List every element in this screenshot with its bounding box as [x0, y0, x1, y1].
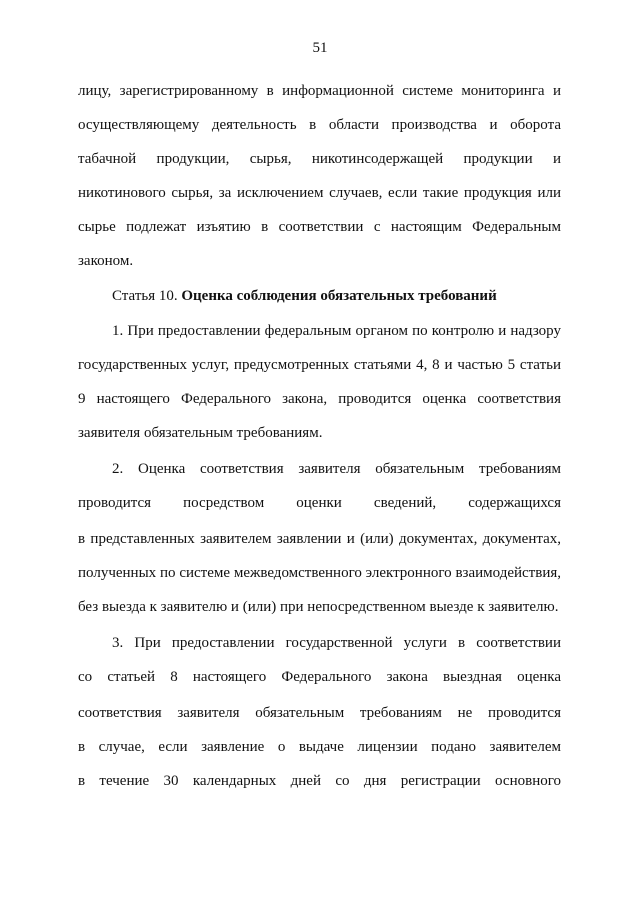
text-line: осуществляющему деятельность в области производства и оборота — [78, 117, 561, 133]
article-prefix: Статья 10. — [112, 288, 178, 304]
paragraph-3-line: со статьей 8 настоящего Федерального закона выездная оценка — [78, 669, 561, 685]
paragraph-3-line: в случае, если заявление о выдаче лицензии подано заявителем — [78, 739, 561, 755]
paragraph-2-line: в представленных заявителем заявлении и (или) документах, документах, — [78, 531, 561, 547]
text-line: сырье подлежат изъятию в соответствии с настоящим Федеральным — [78, 219, 561, 235]
paragraph-2-line: проводится посредством оценки сведений, содержащихся — [78, 495, 561, 511]
article-title: Оценка соблюдения обязательных требований — [181, 288, 497, 304]
paragraph-3-line: соответствия заявителя обязательным требованиям не проводится — [78, 705, 561, 721]
text-line: лицу, зарегистрированному в информационной системе мониторинга и — [78, 83, 561, 99]
paragraph-3-line: 3. При предоставлении государственной услуги в соответствии — [112, 635, 561, 651]
text-line: законом. — [78, 253, 134, 269]
paragraph-2-line: без выезда к заявителю и (или) при непосредственном выезде к заявителю. — [78, 599, 559, 615]
paragraph-1-line: 1. При предоставлении федеральным органом по контролю и надзору — [112, 323, 561, 339]
page-number: 51 — [312, 40, 328, 56]
paragraph-1-line: государственных услуг, предусмотренных статьями 4, 8 и частью 5 статьи — [78, 357, 561, 373]
paragraph-2-line: полученных по системе межведомственного электронного взаимодействия, — [78, 565, 561, 581]
paragraph-3-line: в течение 30 календарных дней со дня регистрации основного — [78, 773, 561, 789]
paragraph-2-line: 2. Оценка соответствия заявителя обязательным требованиям — [112, 461, 561, 477]
paragraph-1-line: 9 настоящего Федерального закона, проводится оценка соответствия — [78, 391, 561, 407]
paragraph-1-line: заявителя обязательным требованиям. — [78, 425, 323, 441]
text-line: табачной продукции, сырья, никотинсодержащей продукции и — [78, 151, 561, 167]
article-heading — [112, 287, 497, 305]
text-line: никотинового сырья, за исключением случаев, если такие продукция или — [78, 185, 561, 201]
